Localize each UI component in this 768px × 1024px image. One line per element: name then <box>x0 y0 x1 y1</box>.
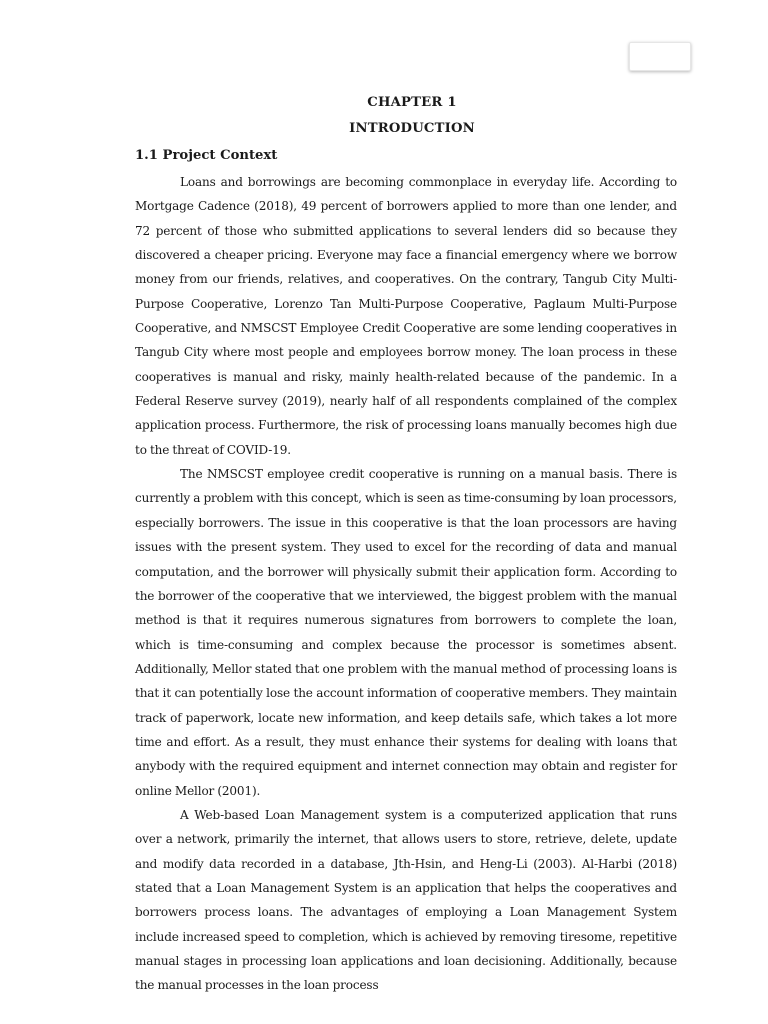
chapter-label: CHAPTER 1 <box>367 95 457 110</box>
chapter-title: INTRODUCTION <box>349 121 475 136</box>
paragraph: Loans and borrowings are becoming commonplace in everyday life. According to Mortgage Cadence (2018), 49 percent of borrowers applied to more than one lender, and 72 percent of those who submitted applications to several lenders did so because they discovered a cheaper pricing. Everyone may face a financial emergency where we borrow money from our friends, relatives, and cooperatives. On the contrary, Tangub City Multi-Purpose Cooperative, Lorenzo Tan Multi-Purpose Cooperative, Paglaum Multi-Purpose Cooperative, and NMSCST Employee Credit Cooperative are some lending cooperatives in Tangub City where most people and employees borrow money. The loan process in these cooperatives is manual and risky, mainly health-related because of the pandemic. In a Federal Reserve survey (2019), nearly half of all respondents complained of the complex application process. Furthermore, the risk of processing loans manually becomes high due to the threat of COVID-19. <box>135 175 677 457</box>
paragraph: The NMSCST employee credit cooperative is running on a manual basis. There is currently a problem with this concept, which is seen as time-consuming by loan processors, especially borrowers. The issue in this cooperative is that the loan processors are having issues with the present system. They used to excel for the recording of data and manual computation, and the borrower will physically submit their application form. According to the borrower of the cooperative that we interviewed, the biggest problem with the manual method is that it requires numerous signatures from borrowers to complete the loan, which is time-consuming and complex because the processor is sometimes absent. Additionally, Mellor stated that one problem with the manual method of processing loans is that it can potentially lose the account information of cooperative members. They maintain track of paperwork, locate new information, and keep details safe, which takes a lot more time and effort. As a result, they must enhance their systems for dealing with loans that anybody with the required equipment and internet connection may obtain and register for online Mellor (2001). <box>135 467 677 798</box>
paragraph: A Web-based Loan Management system is a computerized application that runs over a network, primarily the internet, that allows users to store, retrieve, delete, update and modify data recorded in a database, Jth-Hsin, and Heng-Li (2003). Al-Harbi (2018) stated that a Loan Management System is an application that helps the cooperatives and borrowers process loans. The advantages of employing a Loan Management System include increased speed to completion, which is achieved by removing tiresome, repetitive manual stages in processing loan applications and loan decisioning. Additionally, because the manual processes in the loan process <box>135 807 677 993</box>
page-number-box <box>629 42 691 71</box>
document-body <box>135 90 677 998</box>
section-heading: 1.1 Project Context <box>135 148 278 163</box>
